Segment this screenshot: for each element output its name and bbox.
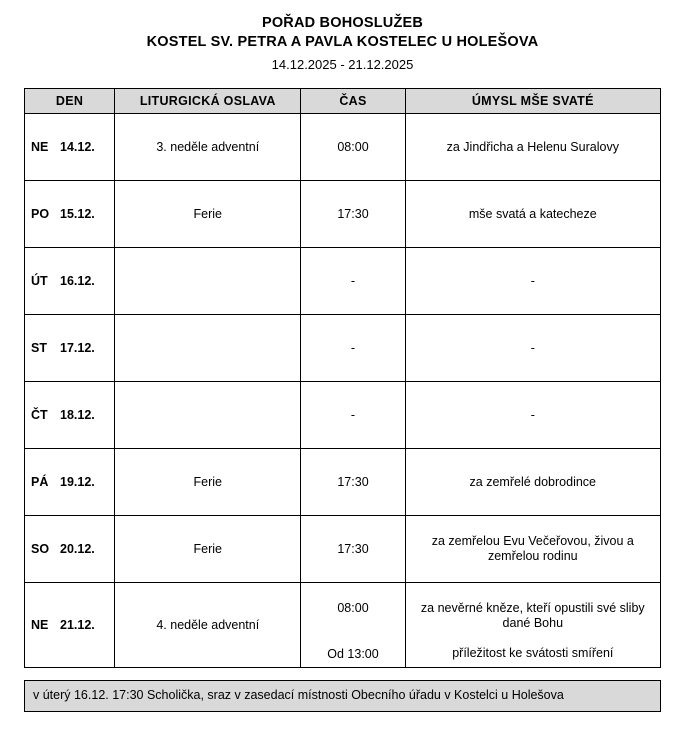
cell-intention: za zemřelé dobrodince [405, 449, 660, 516]
day-of-week: SO [31, 542, 50, 556]
footer-note: v úterý 16.12. 17:30 Scholička, sraz v zasedací místnosti Obecního úřadu v Kostelci u Holešova [24, 680, 661, 712]
cell-time [301, 583, 405, 668]
cell-liturgy: Ferie [115, 181, 301, 248]
cell-day [25, 516, 115, 583]
cell-liturgy [115, 315, 301, 382]
column-header-liturgy: LITURGICKÁ OSLAVA [115, 89, 301, 114]
table-row [25, 248, 661, 315]
cell-liturgy: Ferie [115, 516, 301, 583]
cell-intention: - [405, 315, 660, 382]
day-of-week: ČT [31, 408, 48, 422]
day-date: 20.12. [60, 542, 95, 556]
column-header-time: ČAS [301, 89, 405, 114]
intention-stack [412, 587, 654, 663]
cell-time: 17:30 [301, 449, 405, 516]
cell-intention: - [405, 248, 660, 315]
day-date: 17.12. [60, 341, 95, 355]
table-row [25, 315, 661, 382]
cell-liturgy: 3. neděle adventní [115, 114, 301, 181]
day-of-week: NE [31, 140, 49, 154]
title-line-1: POŘAD BOHOSLUŽEB [261, 15, 424, 31]
cell-day [25, 583, 115, 668]
column-header-intention: ÚMYSL MŠE SVATÉ [405, 89, 660, 114]
cell-liturgy: Ferie [115, 449, 301, 516]
cell-time: 17:30 [301, 181, 405, 248]
day-of-week: PO [31, 207, 50, 221]
cell-time: 08:00 [301, 114, 405, 181]
cell-time: 17:30 [301, 516, 405, 583]
document-header [0, 0, 685, 74]
schedule-table-wrapper [24, 88, 661, 668]
title-line-2: KOSTEL SV. PETRA A PAVLA KOSTELEC U HOLEŠOVA [146, 34, 539, 50]
cell-liturgy: 4. neděle adventní [115, 583, 301, 668]
table-row [25, 449, 661, 516]
cell-liturgy [115, 248, 301, 315]
cell-day [25, 114, 115, 181]
day-date: 21.12. [60, 618, 95, 632]
cell-intention [405, 583, 660, 668]
day-of-week: ST [31, 341, 47, 355]
cell-intention: - [405, 382, 660, 449]
cell-day [25, 181, 115, 248]
table-row [25, 114, 661, 181]
day-date: 19.12. [60, 475, 95, 489]
day-date: 15.12. [60, 207, 95, 221]
time-secondary: Od 13:00 [327, 647, 379, 661]
cell-day [25, 315, 115, 382]
cell-intention: za zemřelou Evu Večeřovou, živou a zemřelou rodinu [405, 516, 660, 583]
day-date: 18.12. [60, 408, 95, 422]
date-range: 14.12.2025 - 21.12.2025 [271, 57, 414, 72]
time-primary: 08:00 [337, 601, 369, 615]
column-header-day: DEN [25, 89, 115, 114]
cell-day [25, 248, 115, 315]
cell-intention: za Jindřicha a Helenu Suralovy [405, 114, 660, 181]
intention-secondary: příležitost ke svátosti smíření [452, 646, 614, 660]
cell-day [25, 449, 115, 516]
schedule-table [24, 88, 661, 668]
day-of-week: NE [31, 618, 49, 632]
time-stack [307, 587, 398, 663]
cell-time: - [301, 382, 405, 449]
table-row [25, 516, 661, 583]
cell-intention: mše svatá a katecheze [405, 181, 660, 248]
cell-time: - [301, 315, 405, 382]
table-row [25, 181, 661, 248]
cell-day [25, 382, 115, 449]
day-of-week: ÚT [31, 274, 48, 288]
table-row [25, 382, 661, 449]
day-date: 16.12. [60, 274, 95, 288]
day-date: 14.12. [60, 140, 95, 154]
cell-liturgy [115, 382, 301, 449]
day-of-week: PÁ [31, 475, 49, 489]
table-row [25, 583, 661, 668]
intention-primary: za nevěrné kněze, kteří opustili své sliby dané Bohu [420, 601, 645, 630]
table-header-row [25, 89, 661, 114]
cell-time: - [301, 248, 405, 315]
